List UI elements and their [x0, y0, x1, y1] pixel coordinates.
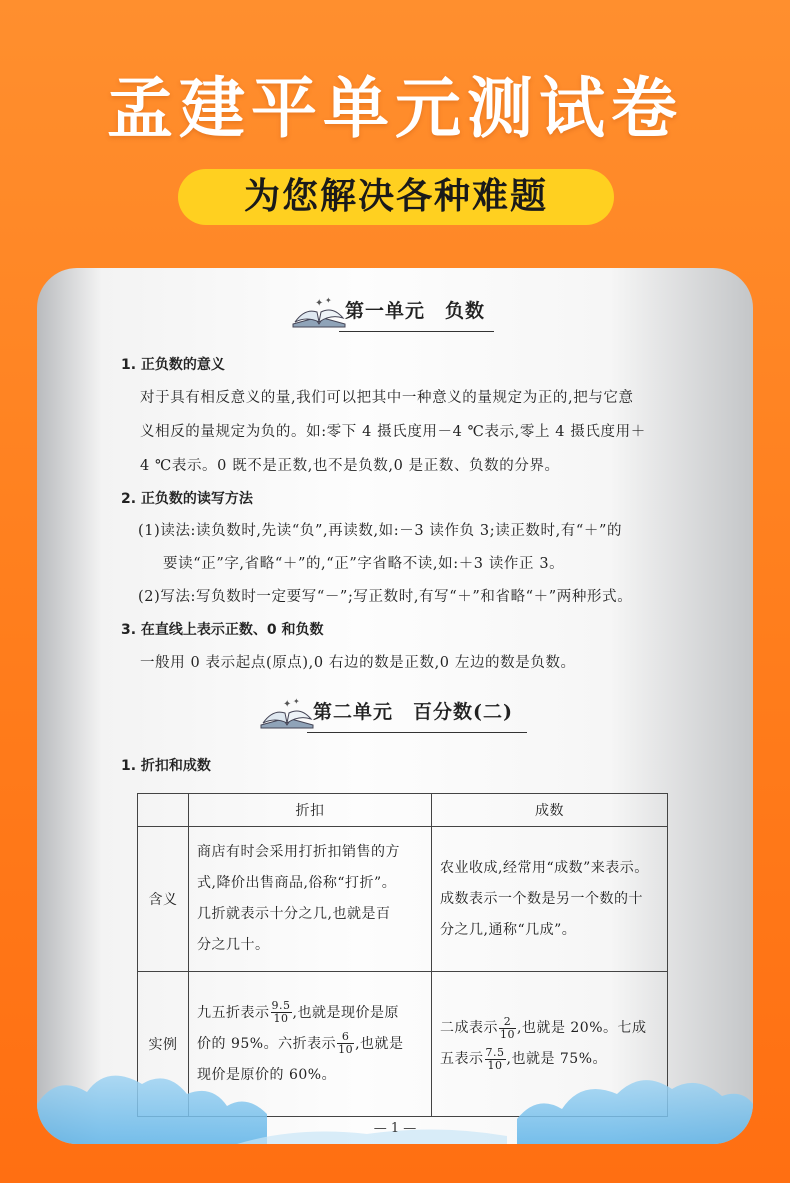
fraction: [271, 1000, 292, 1025]
cell-text: 二成表示: [440, 1020, 498, 1036]
section-heading: 3. 在直线上表示正数、0 和负数: [121, 622, 324, 638]
cell-line: 分之几十。: [197, 937, 270, 953]
open-book-icon: [257, 695, 317, 731]
table-header-cell: 折扣: [189, 794, 432, 827]
cell-text: 五表示: [440, 1051, 484, 1067]
fraction-denominator: 10: [273, 1012, 289, 1025]
table-header-cell: [138, 794, 189, 827]
cell-line: [197, 998, 423, 1029]
fraction-numerator: 6: [337, 1031, 354, 1044]
cell-text: ,也就是: [355, 1035, 404, 1052]
cell-line: 成数表示一个数是另一个数的十: [440, 890, 643, 907]
paragraph-line: 要读“正”字,省略“＋”的,“正”字省略不读,如:＋3 读作正 3。: [163, 556, 565, 572]
fraction-denominator: 10: [487, 1058, 503, 1072]
table-cell: [189, 827, 432, 972]
document-page: [37, 268, 753, 1144]
paragraph-line: (1)读法:读负数时,先读“负”,再读数,如:－3 读作负 3;读正数时,有“＋”的: [138, 523, 623, 539]
svg-text:✦: ✦: [293, 697, 300, 706]
fraction-numerator: 7.5: [485, 1045, 505, 1059]
cell-line: 式,降价出售商品,俗称“打折”。: [197, 875, 397, 891]
open-book-icon: [289, 294, 349, 330]
table-header-cell: 成数: [432, 794, 668, 827]
fraction-numerator: 9.5: [271, 999, 291, 1012]
unit-1-title: 第一单元 负数: [345, 300, 486, 322]
cell-text: 价的 95%。六折表示: [197, 1035, 337, 1052]
svg-text:✦: ✦: [283, 699, 292, 710]
cell-line: 农业收成,经常用“成数”来表示。: [440, 859, 649, 876]
unit-2-underline: [307, 732, 527, 733]
paragraph-line: (2)写法:写负数时一定要写“－”;写正数时,有写“＋”和省略“＋”两种形式。: [138, 589, 633, 605]
banner-title: 孟建平单元测试卷: [107, 70, 683, 147]
fraction-numerator: 2: [499, 1016, 516, 1029]
svg-text:✦: ✦: [315, 298, 324, 309]
paragraph-line: 4 ℃表示。0 既不是正数,也不是负数,0 是正数、负数的分界。: [140, 458, 560, 474]
unit-1-underline: [339, 331, 494, 332]
unit-2-heading: [257, 693, 527, 733]
fraction-denominator: 10: [338, 1043, 354, 1056]
fraction-denominator: 10: [500, 1027, 515, 1041]
table-row: [138, 827, 668, 972]
unit-2-title: 第二单元 百分数(二): [313, 701, 513, 723]
banner-subtitle-pill: [178, 169, 614, 225]
cell-text: ,也就是现价是原: [292, 1004, 399, 1021]
section-heading: 1. 折扣和成数: [121, 758, 211, 774]
row-label: 实例: [138, 972, 189, 1117]
cell-line: 商店有时会采用打折扣销售的方: [197, 844, 400, 860]
cell-text: ,也就是 75%。: [506, 1051, 608, 1067]
cell-line: 现价是原价的 60%。: [197, 1066, 337, 1083]
table-cell: [432, 827, 668, 972]
paragraph-line: 对于具有相反意义的量,我们可以把其中一种意义的量规定为正的,把与它意: [140, 390, 634, 406]
section-heading: 2. 正负数的读写方法: [121, 491, 253, 507]
svg-text:✦: ✦: [325, 296, 332, 305]
banner-subtitle: 为您解决各种难题: [243, 176, 548, 217]
page-number: — 1 —: [373, 1121, 417, 1136]
section-heading: 1. 正负数的意义: [121, 357, 225, 373]
cell-text: ,也就是 20%。七成: [517, 1020, 647, 1036]
paragraph-line: 义相反的量规定为负的。如:零下 4 摄氏度用－4 ℃表示,零上 4 摄氏度用＋: [140, 424, 646, 440]
row-label: 含义: [138, 827, 189, 972]
table-header-row: [138, 794, 668, 827]
cell-text: 九五折表示: [197, 1004, 270, 1021]
cell-line: 几折就表示十分之几,也就是百: [197, 906, 391, 922]
paragraph-line: 一般用 0 表示起点(原点),0 右边的数是正数,0 左边的数是负数。: [140, 655, 576, 671]
cell-line: 分之几,通称“几成”。: [440, 921, 577, 938]
unit-1-heading: [289, 292, 494, 332]
